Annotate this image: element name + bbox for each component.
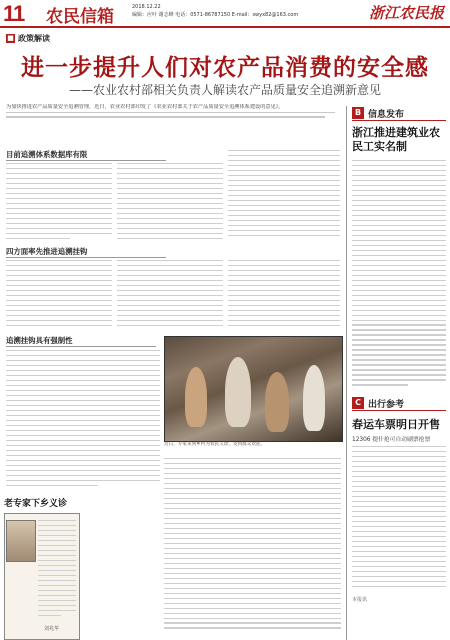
travel-label-text: 出行参考	[368, 399, 405, 410]
lead-tag-label: 政策解读	[18, 34, 50, 43]
text-column-3a	[6, 350, 160, 490]
masthead	[0, 0, 450, 28]
info-b-icon: B	[352, 107, 364, 119]
author-portrait	[6, 520, 36, 562]
email: E-mail：swyx82@163.com	[231, 12, 299, 18]
column-title: 老专家下乡义诊	[4, 499, 68, 509]
info-title: 浙江推进建筑业农民工实名制	[352, 126, 440, 153]
lead-intro-text: 为加快推进农产品质量安全追溯管理，近日，农业农村部印发了《农业农村部关于农产品质量安全追溯体系建设的意见》。	[6, 104, 284, 110]
lead-tag	[6, 33, 50, 44]
sidebar-divider	[346, 106, 347, 640]
policy-icon: ■	[7, 34, 14, 42]
text-column-3b	[164, 458, 341, 638]
travel-body	[352, 446, 446, 594]
page-title: 进一步提升人们对农产品消费的安全感	[21, 55, 429, 81]
travel-byline: 本报讯	[352, 597, 368, 603]
subheadline: ——农业农村部相关负责人解读农产品质量安全追溯新意见	[68, 83, 381, 97]
paper-name: 浙江农民报	[368, 4, 444, 22]
masthead-info	[132, 3, 298, 19]
text-column-2c	[228, 260, 340, 332]
column-author: 刘兆华	[44, 626, 60, 632]
editors: 编辑：应叶 谢志峰	[132, 12, 174, 18]
info-body	[352, 160, 446, 390]
info-label-text: 信息发布	[368, 109, 405, 120]
section-name: 农民信箱	[46, 7, 114, 27]
travel-section-label	[352, 396, 446, 411]
phone: 电话：0571-86787150	[175, 12, 231, 18]
lead-paragraph	[6, 104, 342, 144]
travel-c-icon: C	[352, 397, 364, 409]
text-column-1b	[117, 163, 223, 241]
travel-title: 春运车票明日开售	[352, 418, 440, 431]
text-column-2b	[117, 260, 223, 332]
info-section-label	[352, 106, 446, 121]
page-number: 11	[3, 1, 25, 26]
text-column-1c	[228, 150, 340, 242]
section-heading-2: 四方面率先推进追溯挂钩	[6, 246, 166, 258]
article-photo	[164, 336, 343, 442]
issue-date: 2018.12.22	[132, 4, 161, 10]
column-text	[38, 520, 76, 620]
section-heading-3: 追溯挂钩具有强制性	[6, 335, 156, 347]
travel-subtitle: 12306 提什抢可自动刷票抢票	[352, 437, 431, 443]
text-column-1a	[6, 163, 112, 241]
section-heading-1: 目前追溯体系数据库有限	[6, 149, 166, 161]
text-column-2a	[6, 260, 112, 332]
photo-caption: 近日，专家来到乡村为农民义诊，受到群众欢迎。	[164, 442, 266, 447]
